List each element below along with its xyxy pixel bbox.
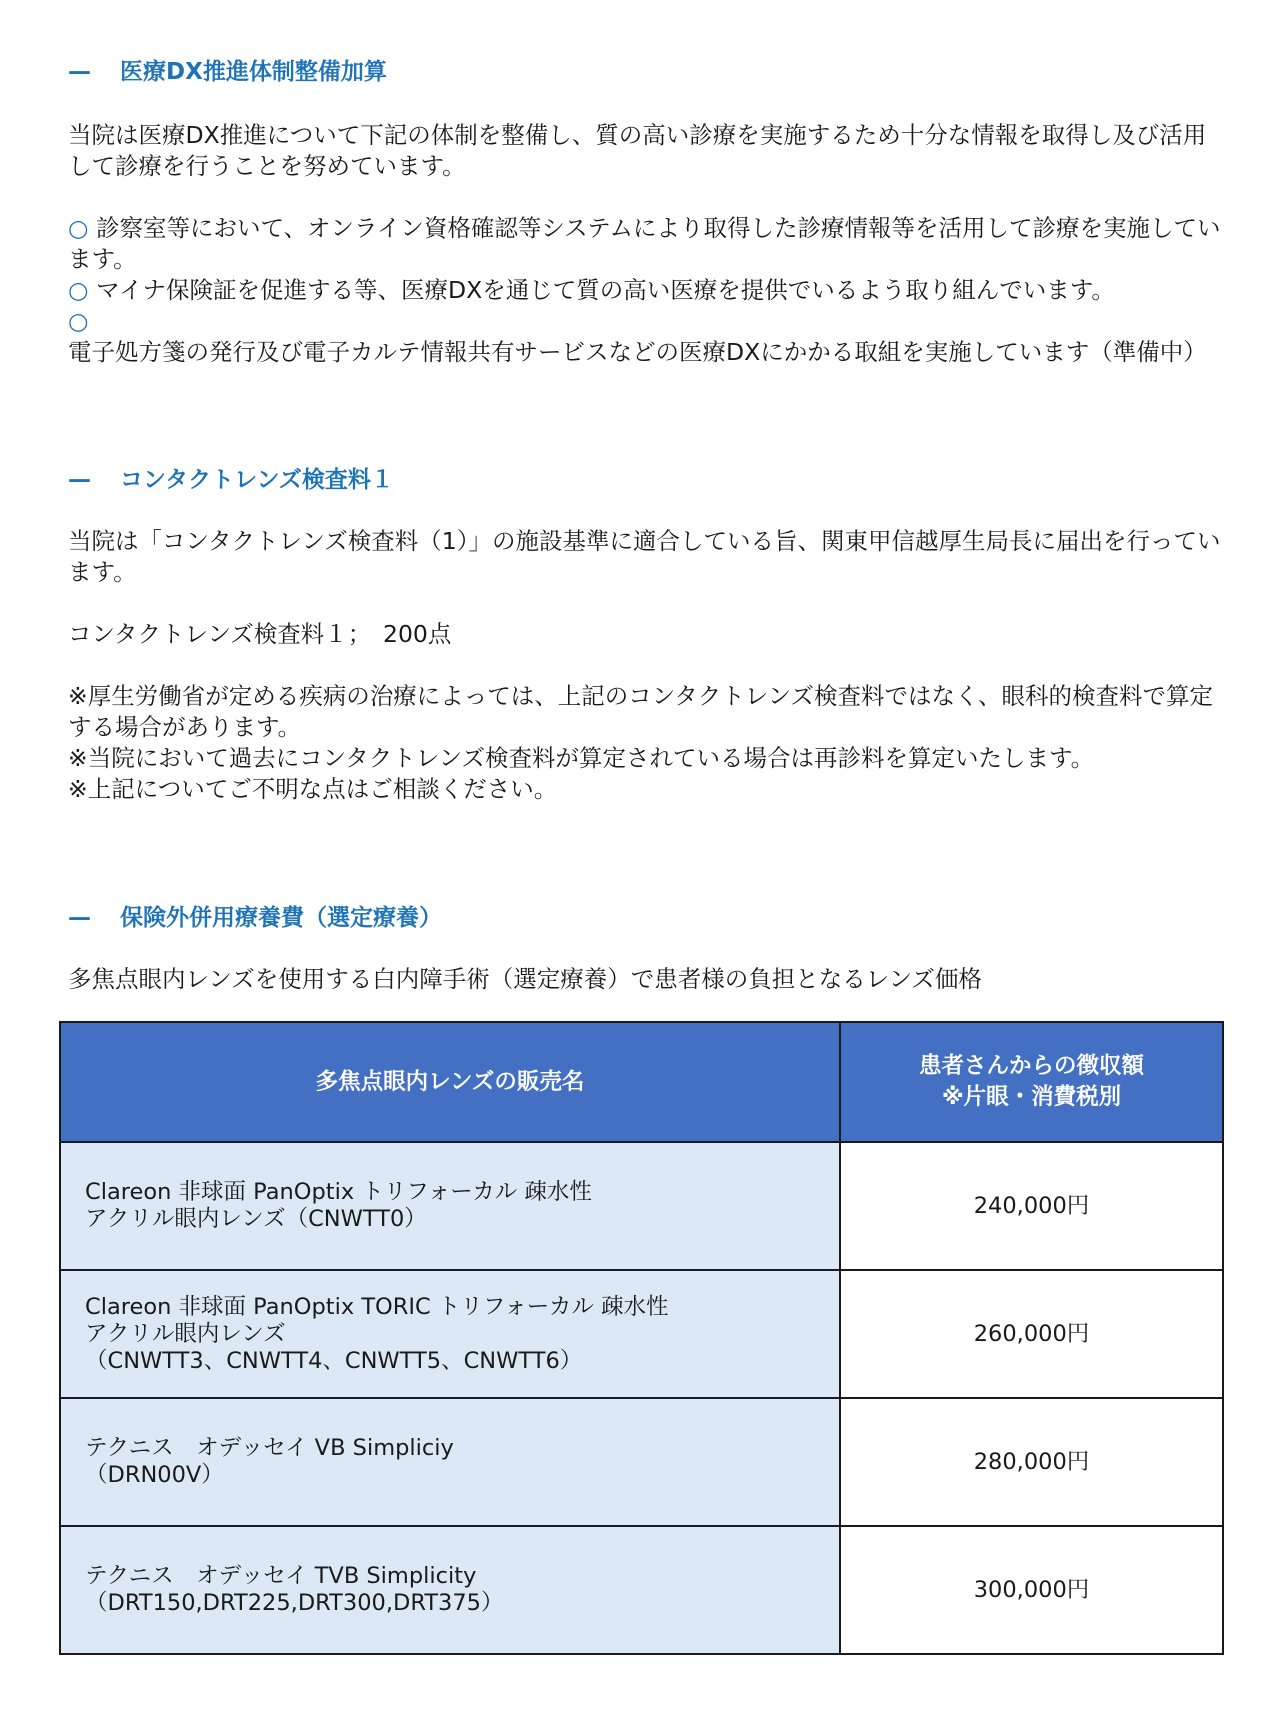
circle-bullet-icon: ○ bbox=[68, 307, 89, 335]
heading-dash: — bbox=[68, 467, 91, 493]
list-item bbox=[68, 213, 1228, 275]
table-row bbox=[60, 1142, 1223, 1270]
lens-name-cell: テクニス オデッセイ VB Simpliciy （DRN00V） bbox=[60, 1398, 840, 1526]
intro-paragraph: 当院は「コンタクトレンズ検査料（1）」の施設基準に適合している旨、関東甲信越厚生局長に届出を行っています。 bbox=[68, 527, 1221, 586]
circle-bullet-icon: ○ bbox=[68, 276, 89, 304]
list-item-text: 診察室等において、オンライン資格確認等システムにより取得した診療情報等を活用して診療を実施しています。 bbox=[68, 214, 1221, 273]
circle-bullet-icon: ○ bbox=[68, 214, 89, 242]
section-heading bbox=[68, 56, 1228, 88]
lens-name-cell: Clareon 非球面 PanOptix トリフォーカル 疎水性 アクリル眼内レンズ（CNWTT0） bbox=[60, 1142, 840, 1270]
intro-paragraph: 当院は医療DX推進について下記の体制を整備し、質の高い診療を実施するため十分な情報を取得し及び活用して診療を行うことを努めています。 bbox=[68, 121, 1207, 180]
fee-line: コンタクトレンズ検査料１； 200点 bbox=[68, 620, 452, 648]
lens-name-cell: テクニス オデッセイ TVB Simplicity （DRT150,DRT225,DRT300,DRT375） bbox=[60, 1526, 840, 1654]
lens-price-cell: 280,000円 bbox=[840, 1398, 1223, 1526]
intro-paragraph: 多焦点眼内レンズを使用する白内障手術（選定療養）で患者様の負担となるレンズ価格 bbox=[68, 965, 982, 993]
table-row bbox=[60, 1526, 1223, 1654]
heading-title: 保険外併用療養費（選定療養） bbox=[120, 905, 442, 931]
note-line: ※上記についてご不明な点はご相談ください。 bbox=[68, 775, 558, 803]
lens-name-cell: Clareon 非球面 PanOptix TORIC トリフォーカル 疎水性 アクリル眼内レンズ （CNWTT3、CNWTT4、CNWTT5、CNWTT6） bbox=[60, 1270, 840, 1398]
list-item-text: 電子処方箋の発行及び電子カルテ情報共有サービスなどの医療DXにかかる取組を実施しています（準備中） bbox=[68, 338, 1207, 366]
note-line: ※当院において過去にコンタクトレンズ検査料が算定されている場合は再診料を算定いたします。 bbox=[68, 744, 1095, 772]
header-lens-name: 多焦点眼内レンズの販売名 bbox=[60, 1022, 840, 1142]
section-heading bbox=[68, 464, 1228, 496]
section-contact-lens bbox=[68, 464, 1228, 805]
table-row bbox=[60, 1398, 1223, 1526]
heading-title: 医療DX推進体制整備加算 bbox=[120, 59, 387, 85]
section-insurance bbox=[68, 902, 1228, 995]
list-item bbox=[68, 306, 1228, 368]
table-header-row bbox=[60, 1022, 1223, 1142]
section-heading bbox=[68, 902, 1228, 934]
heading-title: コンタクトレンズ検査料１ bbox=[120, 467, 394, 493]
lens-price-cell: 300,000円 bbox=[840, 1526, 1223, 1654]
heading-dash: — bbox=[68, 59, 91, 85]
heading-dash: — bbox=[68, 905, 91, 931]
note-line: ※厚生労働省が定める疾病の治療によっては、上記のコンタクトレンズ検査料ではなく、眼科的検査料で算定する場合があります。 bbox=[68, 682, 1213, 741]
header-price: 患者さんからの徴収額 ※片眼・消費税別 bbox=[840, 1022, 1223, 1142]
lens-price-cell: 240,000円 bbox=[840, 1142, 1223, 1270]
lens-price-cell: 260,000円 bbox=[840, 1270, 1223, 1398]
list-item-text: マイナ保険証を促進する等、医療DXを通じて質の高い医療を提供でいるよう取り組んでいます。 bbox=[96, 276, 1115, 304]
table-row bbox=[60, 1270, 1223, 1398]
lens-price-table bbox=[59, 1021, 1224, 1655]
section-medical-dx bbox=[68, 56, 1228, 368]
list-item bbox=[68, 275, 1228, 306]
